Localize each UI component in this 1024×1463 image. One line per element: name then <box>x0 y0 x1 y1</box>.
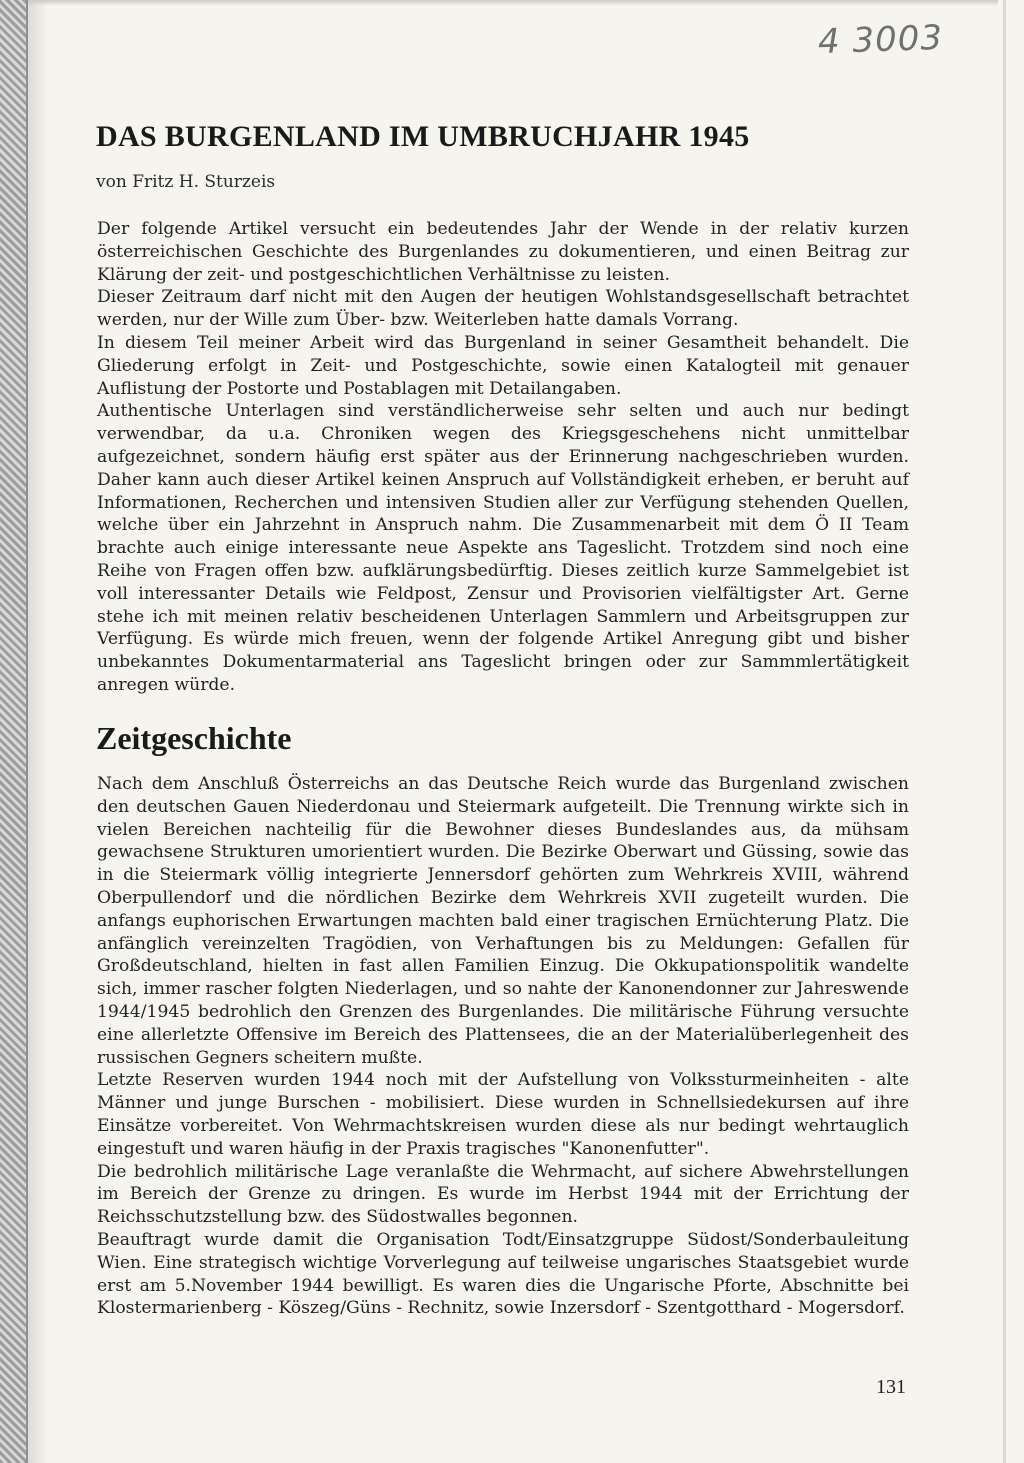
binding-shadow <box>28 0 48 1463</box>
handwritten-archive-number: 4 3003 <box>817 17 944 63</box>
article-title: DAS BURGENLAND IM UMBRUCHJAHR 1945 <box>96 120 750 153</box>
article-author: von Fritz H. Sturzeis <box>96 172 276 192</box>
spiral-binding <box>0 0 28 1463</box>
intro-text <box>97 218 909 697</box>
page-number: 131 <box>876 1376 906 1398</box>
intro-paragraph: Authentische Unterlagen sind verständlicherweise sehr selten und auch nur bedingt verwendbar, da u.a. Chroniken wegen des Kriegsgeschehens nicht unmittelbar aufgezeichnet, sondern häufig erst später aus der Erinnerung nachgeschrieben wurden. Daher kann auch dieser Artikel keinen Anspruch auf Vollständigkeit erheben, er beruht auf Informationen, Recherchen und intensiven Studien aller zur Verfügung stehenden Quellen, welche über ein Jahrzehnt in Anspruch nahm. Die Zusammenarbeit mit dem Ö II Team brachte auch einige interessante neue Aspekte ans Tageslicht. Trotzdem sind noch eine Reihe von Fragen offen bzw. aufklärungsbedürftig. Dieses zeitlich kurze Sammelgebiet ist voll interessanter Details wie Feldpost, Zensur und Provisorien vielfältigster Art. Gerne stehe ich mit meinen relativ bescheidenen Unterlagen Sammlern und Arbeitsgruppen zur Verfügung. Es würde mich freuen, wenn der folgende Artikel Anregung gibt und bisher unbekanntes Dokumentarmaterial ans Tageslicht bringen oder zur Sammmlertätigkeit anregen würde. <box>97 401 909 695</box>
section-paragraph: Beauftragt wurde damit die Organisation Todt/Einsatzgruppe Südost/Sonderbauleitung Wien. Eine strategisch wichtige Vorverlegung auf teilweise ungarisches Staatsgebiet wurde erst am 5.November 1944 bewilligt. Es waren dies die Ungarische Pforte, Abschnitte bei Klostermarienberg - Köszeg/Güns - Rechnitz, sowie Inzersdorf - Szentgotthard - Mogersdorf. <box>97 1229 909 1319</box>
section-paragraph: Die bedrohlich militärische Lage veranlaßte die Wehrmacht, auf sichere Abwehrstellungen im Bereich der Grenze zu dringen. Es wurde im Herbst 1944 mit der Errichtung der Reichsschutzstellung bzw. des Südostwalles begonnen. <box>97 1161 909 1228</box>
page-top-edge <box>28 0 998 6</box>
page-right-edge <box>1003 0 1006 1463</box>
intro-paragraph: Dieser Zeitraum darf nicht mit den Augen der heutigen Wohlstandsgesellschaft betrachtet werden, nur der Wille zum Über- bzw. Weiterleben hatte damals Vorrang. <box>97 287 909 331</box>
intro-paragraph: In diesem Teil meiner Arbeit wird das Burgenland in seiner Gesamtheit behandelt. Die Gliederung erfolgt in Zeit- und Postgeschichte, sowie einen Katalogteil mit genauer Auflistung der Postorte und Postablagen mit Detailangaben. <box>97 332 909 399</box>
section-text <box>97 773 909 1320</box>
section-paragraph: Nach dem Anschluß Österreichs an das Deutsche Reich wurde das Burgenland zwischen den deutschen Gauen Niederdonau und Steiermark aufgeteilt. Die Trennung wirkte sich in vielen Bereichen nachteilig für die Bewohner dieses Bundeslandes aus, da mühsam gewachsene Strukturen umorientiert wurden. Die Bezirke Oberwart und Güssing, sowie das in die Steiermark völlig integrierte Jennersdorf gehörten zum Wehrkreis XVIII, während Oberpullendorf und die nördlichen Bezirke dem Wehrkreis XVII zugeteilt wurden. Die anfangs euphorischen Erwartungen machten bald einer tragischen Ernüchterung Platz. Die anfänglich vereinzelten Tragödien, von Verhaftungen bis zu Meldungen: Gefallen für Großdeutschland, hielten in fast allen Familien Einzug. Die Okkupationspolitik wandelte sich, immer rascher folgten Niederlagen, und so nahte der Kanonendonner zur Jahreswende 1944/1945 bedrohlich den Grenzen des Burgenlandes. Die militärische Führung versuchte eine allerletzte Offensive im Bereich des Plattensees, die an der Materialüberlegenheit des russischen Gegners scheitern mußte. <box>97 774 909 1068</box>
intro-paragraph: Der folgende Artikel versucht ein bedeutendes Jahr der Wende in der relativ kurzen österreichischen Geschichte des Burgenlandes zu dokumentieren, und einen Beitrag zur Klärung der zeit- und postgeschichtlichen Verhältnisse zu leisten. <box>97 219 909 285</box>
section-paragraph: Letzte Reserven wurden 1944 noch mit der Aufstellung von Volkssturmeinheiten - alte Männer und junge Burschen - mobilisiert. Diese wurden in Schnellsiedekursen auf ihre Einsätze vorbereitet. Von Wehrmachtskreisen wurden diese als nur bedingt wehrtauglich eingestuft und waren häufig in der Praxis tragisches "Kanonenfutter". <box>97 1070 909 1159</box>
section-heading: Zeitgeschichte <box>96 720 292 756</box>
